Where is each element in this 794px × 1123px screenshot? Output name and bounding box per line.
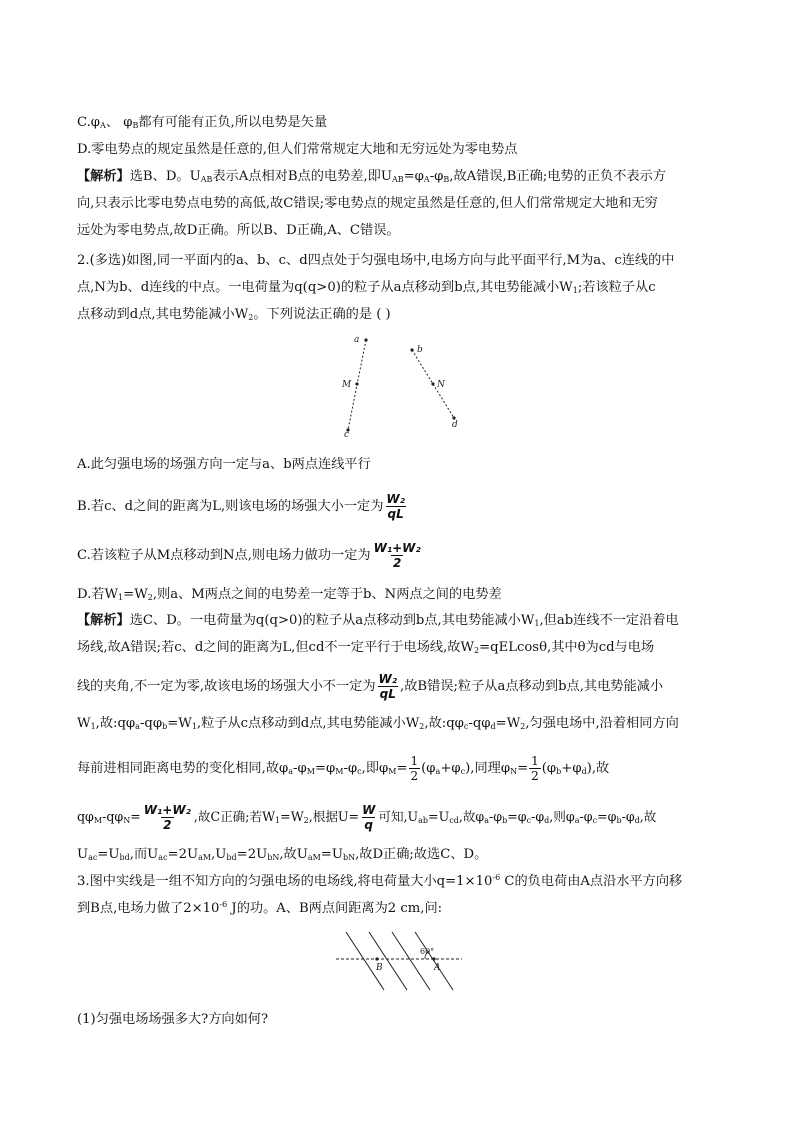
label-b: B xyxy=(376,963,383,973)
question-3-line2: 到B点,电场力做了$2\times 10^{-6}$ J的功。A、B两点间距离为2 cm,问: xyxy=(77,900,443,916)
analysis-2-line2: 场线,故A错误;若c、d之间的距离为L,但cd不一定平行于电场线,故$W_2=qELcos\theta$,其中θ为cd与电场 xyxy=(77,640,655,655)
question-2-line2: 点,N为b、d连线的中点。一电荷量为q(q>0)的粒子从a点移动到b点,其电势能减小$W_1$;若该粒子从c xyxy=(77,280,656,295)
option-b: B.若c、d之间的距离为L,则该电场的场强大小一定为 $\frac{\text{W₂}}{qL}$ xyxy=(77,492,405,521)
label-d: d xyxy=(452,420,458,430)
question-3-line1: 3.图中实线是一组不知方向的匀强电场的电场线,将电荷量大小$q=1\times 10^{-6}$ C的负电荷由A点沿水平方向移 xyxy=(77,873,683,889)
label-n: N xyxy=(437,380,445,390)
label-a: A xyxy=(434,963,441,973)
analysis-1-line3: 远处为零电势点,故D正确。所以B、D正确,A、C错误。 xyxy=(77,223,400,238)
angle-label: 60° xyxy=(420,947,435,956)
option-c-prev: $C.\varphi_A$、 $\varphi_B$都有可能有正负,所以电势是矢量 xyxy=(77,115,328,130)
analysis-tag: 【解析】 xyxy=(77,169,130,184)
fraction-w1w2-2-b: $\frac{\text{W₁+W₂}}{2}$ xyxy=(143,803,191,832)
analysis-2-line5: 每前进相同距离电势的变化相同,故$\varphi_a-\varphi_M=\varphi_M-\varphi_c$,即$\varphi_M=$ $\frac{1}{2}$ $(\varphi_a+\varphi_c)$,同理$\varphi_N=$ $\frac{1}{2}$ $(\varphi_b+\varphi_d)$,故 xyxy=(77,754,610,783)
fraction-half: $\frac{1}{2}$ xyxy=(410,754,419,783)
label-b: b xyxy=(417,345,423,355)
analysis-2-line3: 线的夹角,不一定为零,故该电场的场强大小不一定为 $\frac{\text{W₂}}{qL}$ ,故B错误;粒子从a点移动到b点,其电势能减小 xyxy=(77,672,664,701)
point-b xyxy=(410,348,413,351)
question-2-line1: 2.(多选)如图,同一平面内的a、b、c、d四点处于匀强电场中,电场方向与此平面平行,M为a、c连线的中 xyxy=(77,253,675,268)
point-m xyxy=(355,382,358,385)
fraction-w2-qL: $\frac{\text{W₂}}{qL}$ xyxy=(386,492,405,521)
fraction-half-2: $\frac{1}{2}$ xyxy=(531,754,539,783)
point-a xyxy=(432,957,435,960)
fraction-w-q: $\frac{W}{q}$ xyxy=(362,803,376,832)
option-a: A.此匀强电场的场强方向一定与a、b两点连线平行 xyxy=(77,457,371,472)
field-line-3 xyxy=(392,932,430,990)
figure-abcd-diagram xyxy=(330,332,470,442)
fraction-w1w2-2: $\frac{\text{W₁+W₂}}{2}$ xyxy=(373,541,421,570)
field-line-1 xyxy=(346,932,384,990)
label-m: M xyxy=(342,380,352,390)
fraction-w2-qL-2: $\frac{\text{W₂}}{qL}$ xyxy=(378,672,398,701)
option-c: C.若该粒子从M点移动到N点,则电场力做功一定为 $\frac{\text{W₁+W₂}}{2}$ xyxy=(77,541,421,570)
option-d: D.若$W_1=W_2$,则a、M两点之间的电势差一定等于b、N两点之间的电势差 xyxy=(77,587,502,602)
analysis-2-line1: 【解析】选C、D。一电荷量为q(q>0)的粒子从a点移动到b点,其电势能减小$W_1$,但ab连线不一定沿着电 xyxy=(77,613,679,628)
label-a: a xyxy=(354,335,360,345)
field-line-4 xyxy=(415,932,453,990)
analysis-2-line7: $U_{ac}=U_{bd}$,而$U_{ac}=2U_{aM},U_{bd}=2U_{bN}$,故$U_{aM}=U_{bN}$,故D正确;故选C、D。 xyxy=(77,847,488,862)
field-line-2 xyxy=(369,932,407,990)
question-3-part-1: (1)匀强电场场强多大?方向如何? xyxy=(77,1012,269,1027)
analysis-2-line4: $W_1$,故$:q\varphi_a-q\varphi_b=W_1$,粒子从c点移动到d点,其电势能减小$W_2$,故$:q\varphi_c-q\varphi_d=W_2$,匀强电场中,沿着相同方向 xyxy=(77,716,679,731)
point-b xyxy=(375,957,378,960)
option-d-prev: D.零电势点的规定虽然是任意的,但人们常常规定大地和无穷远处为零电势点 xyxy=(77,142,518,157)
analysis-2-line6: $q\varphi_M-q\varphi_N=$ $\frac{\text{W₁+W₂}}{2}$ ,故C正确;若$W_1=W_2$,根据U= $\frac{W}{q}$ 可知$,U_{ab}=U_{cd}$,故$\varphi_a-\varphi_b=\varphi_c-\varphi_d$,则$\varphi_a-\varphi_c=\varphi_b-\varphi_d$,故 xyxy=(77,803,657,832)
figure-field-lines-diagram xyxy=(334,928,464,994)
analysis-1-line1: 【解析】选B、D。$U_{AB}$表示A点相对B点的电势差,即$U_{AB}=\varphi_A-\varphi_B$,故A错误,B正确;电势的正负不表示方 xyxy=(77,169,666,184)
analysis-1-line2: 向,只表示比零电势点电势的高低,故C错误;零电势点的规定虽然是任意的,但人们常常规定大地和无穷 xyxy=(77,196,658,211)
label-c: c xyxy=(344,430,350,440)
point-a xyxy=(364,338,367,341)
question-2-line3: 点移动到d点,其电势能减小$W_2$。下列说法正确的是 ( ) xyxy=(77,307,391,322)
point-n xyxy=(431,382,434,385)
